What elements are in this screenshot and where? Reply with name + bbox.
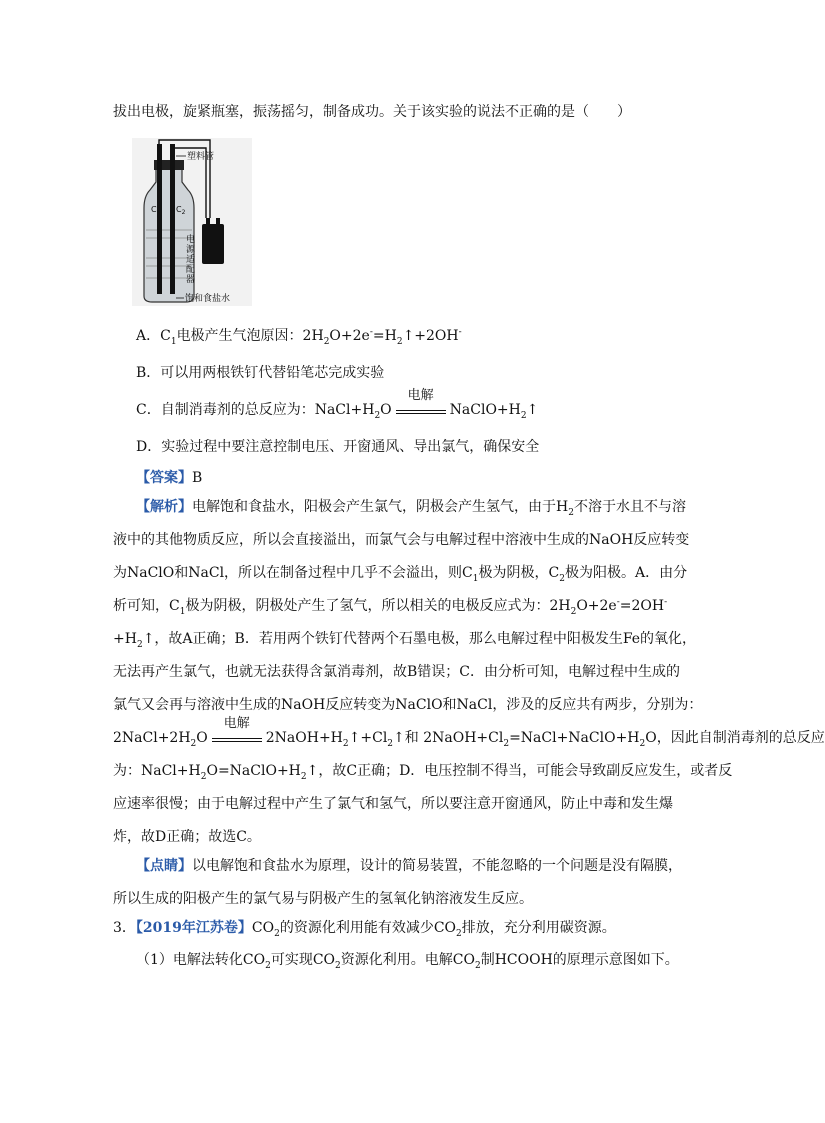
analysis-line-6: 无法再产生氯气，也就无法获得含氯消毒剂，故B错误；C．由分析可知，电解过程中生成的 (113, 664, 680, 680)
analysis-line-8: $2NaCl+2H_2O$ 电解 $2NaOH+H_2↑$ $+Cl_2↑$ 和 $2NaOH+Cl_2=NaCl+NaClO+H_2O$，因此自制消毒剂的总反应 (113, 728, 825, 748)
arrow-up-icon (143, 631, 155, 647)
option-a: A．$C_1$电极产生气泡原因：$2H_2O+2e^-=H_2↑ +2OH^-$ (136, 326, 462, 346)
question-stem: 拔出电极，旋紧瓶塞，振荡摇匀，制备成功。关于该实验的说法不正确的是（ ） (113, 104, 631, 120)
label-plastic-tube: 塑料管 (187, 152, 215, 162)
question-3-part-1: （1）电解法转化$CO_2$可实现$CO_2$资源化利用。电解$CO_2$制HCOOH的原理示意图如下。 (136, 952, 679, 971)
comment-line-1: 【点睛】以电解饱和食盐水为原理，设计的简易装置，不能忽略的一个问题是没有隔膜， (136, 858, 682, 874)
answer: 【答案】B (136, 470, 203, 486)
arrow-up-icon (349, 730, 361, 746)
analysis-line-7: 氯气又会再与溶液中生成的NaOH反应转变为NaClO和NaCl，涉及的反应共有两步，分别为： (113, 697, 703, 713)
analysis-line-4: 析可知，$C_1$极为阴极，阴极处产生了氢气，所以相关的电极反应式为：$2H_2O+2e^-=2OH^-$ (113, 597, 668, 617)
question-3-source: 【2019年江苏卷】 (135, 920, 252, 936)
option-c: C．自制消毒剂的总反应为：$NaCl+H_2O$ 电解 $NaClO+H_2↑$ (136, 400, 538, 420)
label-saturated-brine: 饱和食盐水 (185, 294, 231, 304)
analysis-line-1: 【解析】电解饱和食盐水，阳极会产生氯气，阴极会产生氢气，由于$H_2$不溶于水且不与溶 (136, 499, 686, 518)
analysis-line-2: 液中的其他物质反应，所以会直接溢出，而氯气会与电解过程中溶液中生成的NaOH反应转变 (113, 532, 690, 548)
analysis-line-5: $+H_2↑$ ，故A正确；B．若用两个铁钉代替两个石墨电极，那么电解过程中阳极发生Fe的氧化， (113, 629, 696, 649)
electrolysis-condition: 电解 (212, 730, 262, 742)
arrow-up-icon (307, 763, 319, 779)
question-3-stem: 3．【2019年江苏卷】$CO_2$的资源化利用能有效减少$CO_2$排放，充分利用碳资源。 (113, 920, 616, 939)
analysis-line-9: 为：$NaCl+H_2O=NaClO+H_2↑$ ，故C正确；D．电压控制不得当，可能会导致副反应发生，或者反 (113, 761, 732, 781)
answer-label: 【答案】 (136, 470, 192, 486)
option-b: B．可以用两根铁钉代替铅笔芯完成实验 (136, 365, 385, 381)
label-c2-electrode: $C_2$ (176, 205, 186, 216)
electrolysis-condition: 电解 (396, 402, 446, 414)
label-c1-electrode: $C_1$ (151, 205, 161, 216)
analysis-line-11: 炸，故D正确；故选C。 (113, 829, 261, 845)
label-power-adapter: 电源适配器 (186, 235, 196, 285)
comment-line-2: 所以生成的阳极产生的氯气易与阴极产生的氢氧化钠溶液发生反应。 (113, 891, 533, 907)
arrow-up-icon (527, 402, 539, 418)
arrow-up-icon (403, 328, 415, 344)
arrow-up-icon (393, 730, 405, 746)
analysis-label: 【解析】 (136, 499, 192, 515)
option-d: D．实验过程中要注意控制电压、开窗通风、导出氯气，确保安全 (136, 439, 540, 455)
analysis-line-3: 为NaClO和NaCl，所以在制备过程中几乎不会溢出，则$C_1$极为阴极，$C_2$极为阳极。A．由分 (113, 565, 688, 584)
analysis-line-10: 应速率很慢；由于电解过程中产生了氯气和氢气，所以要注意开窗通风，防止中毒和发生爆 (113, 796, 673, 812)
comment-label: 【点睛】 (136, 858, 192, 874)
